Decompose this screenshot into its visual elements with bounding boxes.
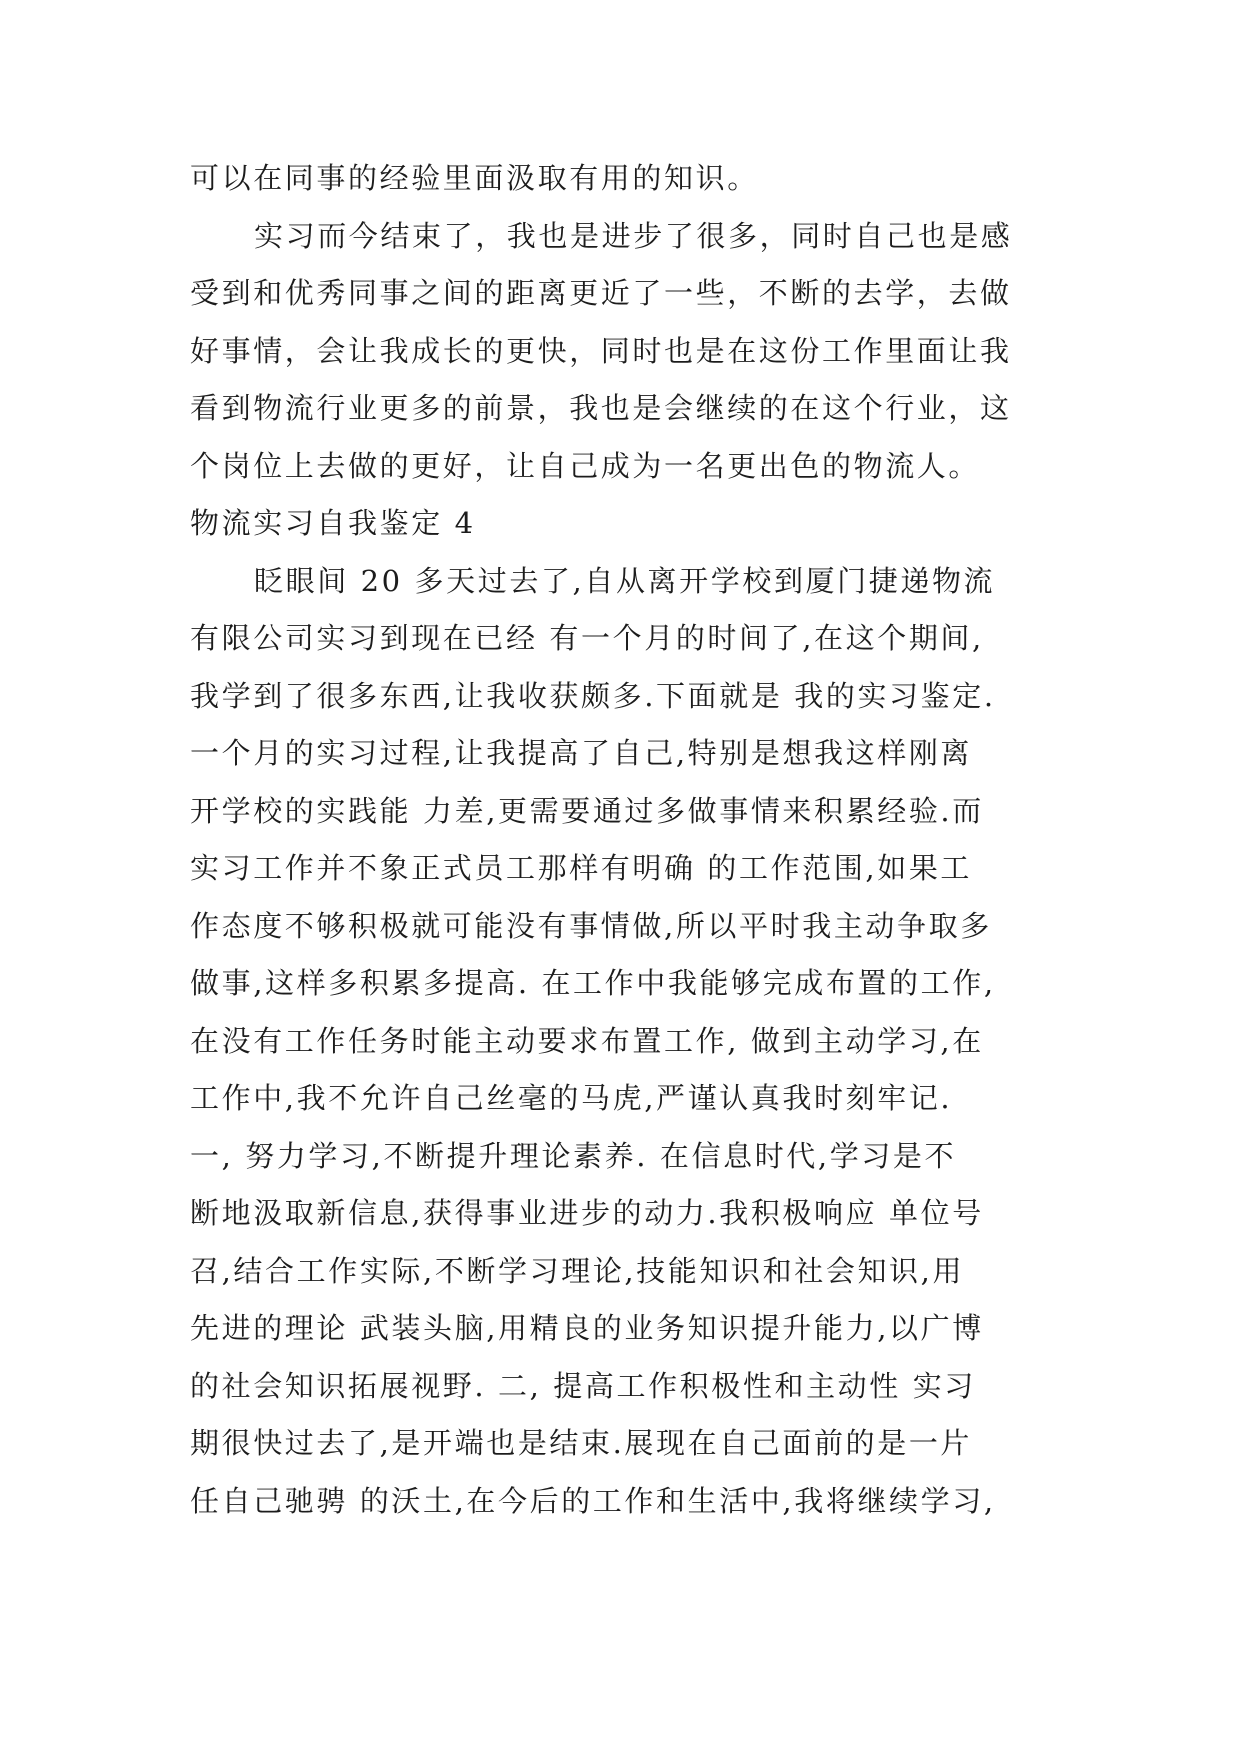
text-line: 实习工作并不象正式员工那样有明确 的工作范围,如果工 bbox=[190, 851, 973, 885]
text-line: 开学校的实践能 力差,更需要通过多做事情来积累经验.而 bbox=[190, 793, 984, 828]
text-line: 个岗位上去做的更好，让自己成为一名更出色的物流人。 bbox=[190, 448, 981, 483]
document-body bbox=[190, 150, 1060, 1530]
text-line: 工作中,我不允许自己丝毫的马虎,严谨认真我时刻牢记. bbox=[190, 1081, 953, 1115]
text-line: 在没有工作任务时能主动要求布置工作, 做到主动学习,在 bbox=[190, 1023, 984, 1058]
text-line: 好事情，会让我成长的更快，同时也是在这份工作里面让我 bbox=[190, 333, 1012, 368]
section-heading: 物流实习自我鉴定 4 bbox=[190, 506, 476, 540]
paragraph-first-line: 实习而今结束了，我也是进步了很多，同时自己也是感 bbox=[254, 218, 1013, 253]
paragraph-first-line: 眨眼间 20 多天过去了,自从离开学校到厦门捷递物流 bbox=[254, 563, 996, 598]
text-line: 先进的理论 武装头脑,用精良的业务知识提升能力,以广博 bbox=[190, 1311, 984, 1345]
text-line: 有限公司实习到现在已经 有一个月的时间了,在这个期间, bbox=[190, 621, 984, 655]
text-line: 做事,这样多积累多提高. 在工作中我能够完成布置的工作, bbox=[190, 966, 996, 1000]
text-line: 一, 努力学习,不断提升理论素养. 在信息时代,学习是不 bbox=[190, 1138, 957, 1173]
text-line: 受到和优秀同事之间的距离更近了一些，不断的去学，去做 bbox=[190, 276, 1012, 310]
text-line: 任自己驰骋 的沃土,在今后的工作和生活中,我将继续学习, bbox=[190, 1483, 996, 1518]
text-line: 期很快过去了,是开端也是结束.展现在自己面前的是一片 bbox=[190, 1426, 973, 1460]
text-line: 一个月的实习过程,让我提高了自己,特别是想我这样刚离 bbox=[190, 736, 973, 770]
text-line: 可以在同事的经验里面汲取有用的知识。 bbox=[190, 161, 759, 195]
text-line: 断地汲取新信息,获得事业进步的动力.我积极响应 单位号 bbox=[190, 1196, 984, 1230]
text-line: 我学到了很多东西,让我收获颇多.下面就是 我的实习鉴定. bbox=[190, 678, 996, 713]
text-line: 看到物流行业更多的前景，我也是会继续的在这个行业，这 bbox=[190, 391, 1012, 425]
text-line: 召,结合工作实际,不断学习理论,技能知识和社会知识,用 bbox=[190, 1253, 965, 1288]
text-line: 的社会知识拓展视野. 二, 提高工作积极性和主动性 实习 bbox=[190, 1368, 976, 1403]
text-line: 作态度不够积极就可能没有事情做,所以平时我主动争取多 bbox=[190, 908, 992, 943]
